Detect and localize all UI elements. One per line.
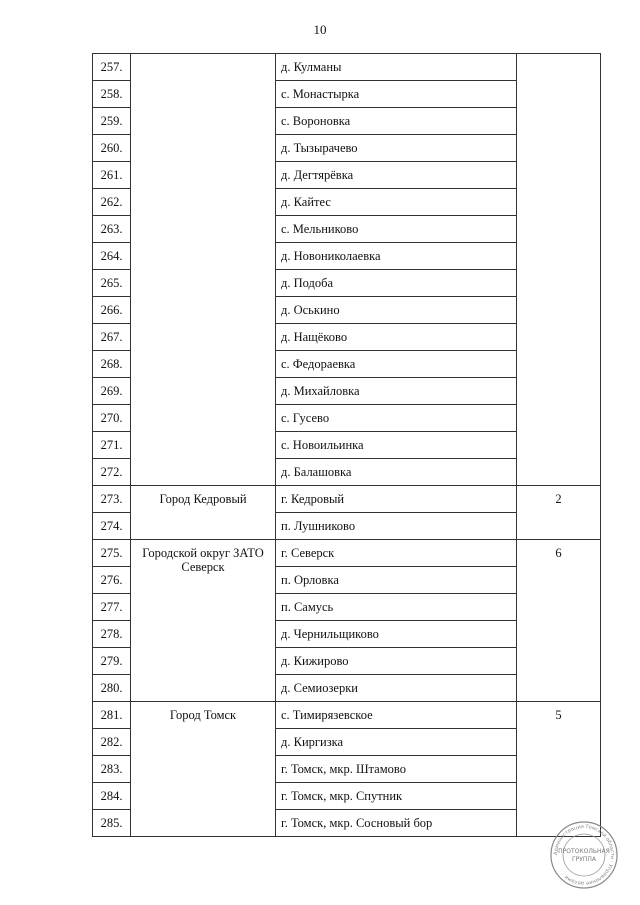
row-number-cell: 262. — [93, 189, 131, 216]
table-row — [93, 54, 601, 81]
row-number-cell: 258. — [93, 81, 131, 108]
settlement-cell: г. Северск — [276, 540, 517, 567]
row-number-cell: 271. — [93, 432, 131, 459]
settlement-cell: с. Вороновка — [276, 108, 517, 135]
settlement-cell: п. Орловка — [276, 567, 517, 594]
settlement-cell: с. Новоильинка — [276, 432, 517, 459]
settlement-cell: д. Балашовка — [276, 459, 517, 486]
municipality-cell: Город Кедровый — [131, 486, 276, 540]
row-number-cell: 276. — [93, 567, 131, 594]
row-number-cell: 260. — [93, 135, 131, 162]
row-number-cell: 284. — [93, 783, 131, 810]
svg-text:Администрация Томской области: Администрация Томской области · Управление делами · — [552, 823, 616, 887]
table-row — [93, 540, 601, 567]
settlement-cell: с. Гусево — [276, 405, 517, 432]
row-number-cell: 285. — [93, 810, 131, 837]
row-number-cell: 279. — [93, 648, 131, 675]
settlement-cell: д. Новониколаевка — [276, 243, 517, 270]
settlement-cell: д. Чернильщиково — [276, 621, 517, 648]
row-number-cell: 281. — [93, 702, 131, 729]
settlement-cell: д. Михайловка — [276, 378, 517, 405]
row-number-cell: 269. — [93, 378, 131, 405]
count-cell — [517, 54, 601, 486]
settlements-table — [92, 53, 601, 837]
settlement-cell: д. Кижирово — [276, 648, 517, 675]
settlement-cell: д. Семиозерки — [276, 675, 517, 702]
count-cell: 5 — [517, 702, 601, 837]
row-number-cell: 268. — [93, 351, 131, 378]
row-number-cell: 283. — [93, 756, 131, 783]
count-cell: 2 — [517, 486, 601, 540]
row-number-cell: 272. — [93, 459, 131, 486]
settlements-table-body — [93, 54, 601, 837]
settlement-cell: д. Кулманы — [276, 54, 517, 81]
row-number-cell: 270. — [93, 405, 131, 432]
settlement-cell: г. Кедровый — [276, 486, 517, 513]
settlement-cell: с. Мельниково — [276, 216, 517, 243]
table-row — [93, 702, 601, 729]
svg-text:ГРУППА: ГРУППА — [571, 856, 597, 863]
row-number-cell: 273. — [93, 486, 131, 513]
settlement-cell: г. Томск, мкр. Спутник — [276, 783, 517, 810]
settlement-cell: с. Тимирязевское — [276, 702, 517, 729]
municipality-cell: Городской округ ЗАТО Северск — [131, 540, 276, 702]
page-number: 10 — [313, 22, 327, 37]
municipality-cell — [131, 54, 276, 486]
count-cell: 6 — [517, 540, 601, 702]
settlement-cell: г. Томск, мкр. Сосновый бор — [276, 810, 517, 837]
table-row — [93, 486, 601, 513]
municipality-cell: Город Томск — [131, 702, 276, 837]
row-number-cell: 282. — [93, 729, 131, 756]
row-number-cell: 266. — [93, 297, 131, 324]
row-number-cell: 261. — [93, 162, 131, 189]
row-number-cell: 259. — [93, 108, 131, 135]
settlement-cell: д. Подоба — [276, 270, 517, 297]
settlement-cell: с. Федораевка — [276, 351, 517, 378]
row-number-cell: 267. — [93, 324, 131, 351]
settlement-cell: д. Оськино — [276, 297, 517, 324]
settlement-cell: д. Дегтярёвка — [276, 162, 517, 189]
settlement-cell: г. Томск, мкр. Штамово — [276, 756, 517, 783]
settlement-cell: с. Монастырка — [276, 81, 517, 108]
settlement-cell: д. Киргизка — [276, 729, 517, 756]
row-number-cell: 280. — [93, 675, 131, 702]
settlement-cell: п. Самусь — [276, 594, 517, 621]
settlement-cell: д. Кайтес — [276, 189, 517, 216]
settlement-cell: д. Тызырачево — [276, 135, 517, 162]
protocol-group-stamp — [549, 820, 619, 890]
row-number-cell: 278. — [93, 621, 131, 648]
settlement-cell: п. Лушниково — [276, 513, 517, 540]
row-number-cell: 275. — [93, 540, 131, 567]
row-number-cell: 263. — [93, 216, 131, 243]
svg-text:ПРОТОКОЛЬНАЯ: ПРОТОКОЛЬНАЯ — [558, 848, 610, 855]
row-number-cell: 257. — [93, 54, 131, 81]
row-number-cell: 274. — [93, 513, 131, 540]
settlement-cell: д. Нащёково — [276, 324, 517, 351]
row-number-cell: 265. — [93, 270, 131, 297]
row-number-cell: 264. — [93, 243, 131, 270]
row-number-cell: 277. — [93, 594, 131, 621]
